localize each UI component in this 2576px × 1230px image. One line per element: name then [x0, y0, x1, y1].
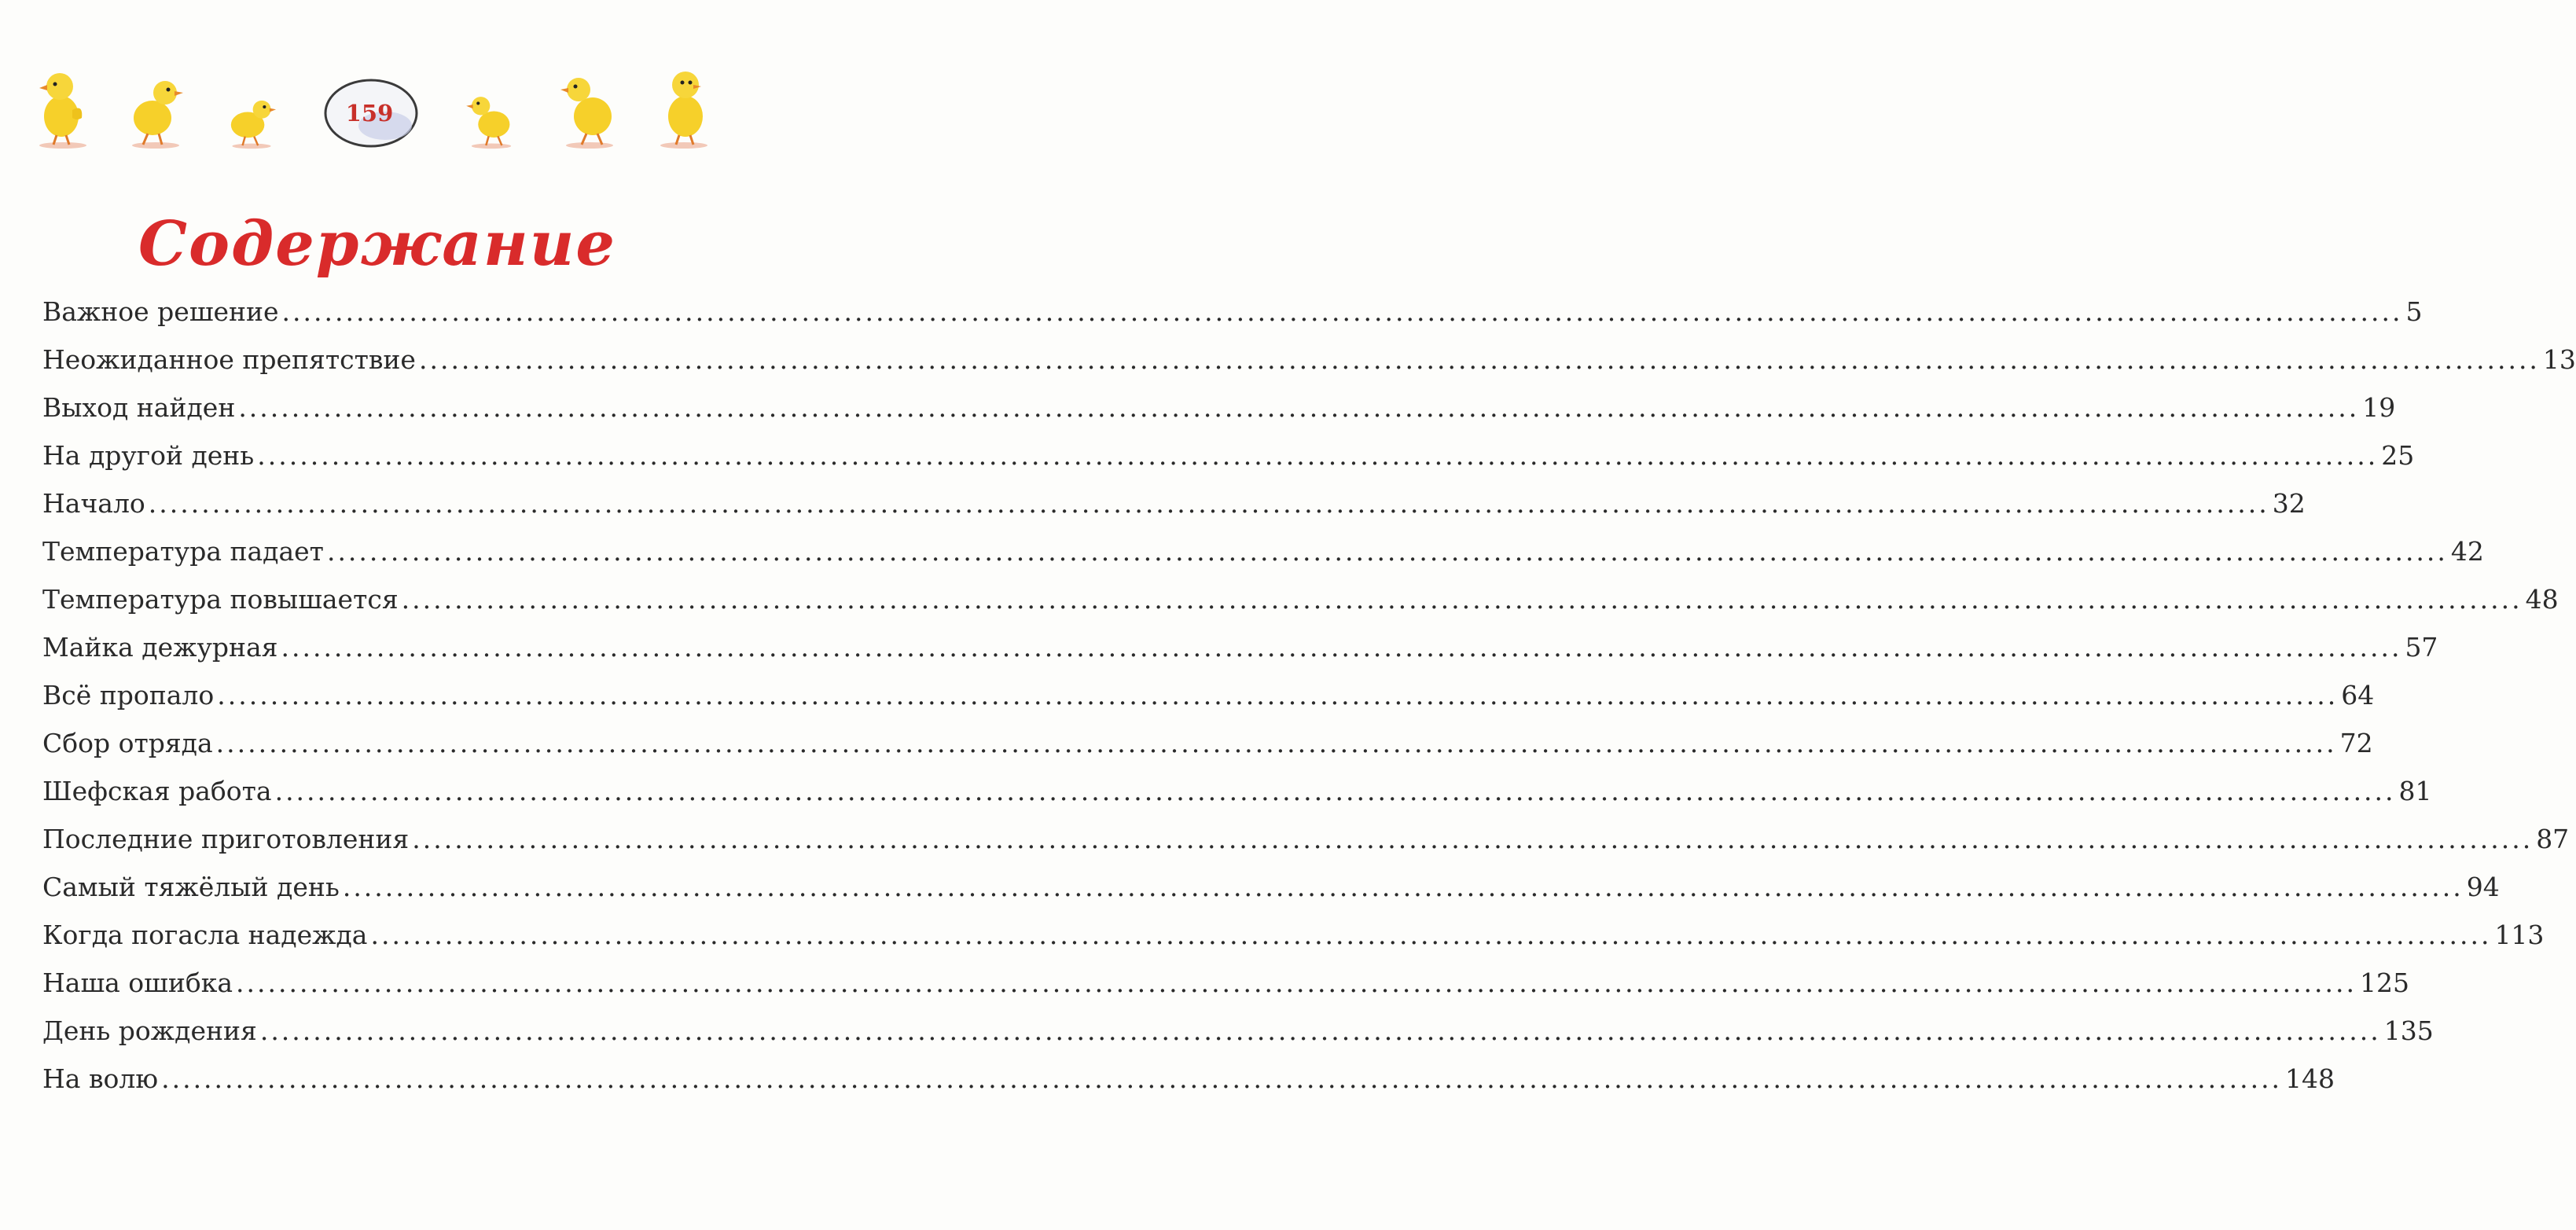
toc-entry-page: 42 — [2450, 536, 2484, 567]
toc-entry — [42, 767, 2432, 815]
toc-entry — [42, 384, 2396, 431]
toc-entry-title: На другой день — [42, 440, 255, 471]
toc-entry-page: 125 — [2359, 967, 2409, 998]
page-number: 159 — [345, 100, 394, 127]
toc-entry-page: 5 — [2405, 296, 2423, 327]
toc-entry-page: 94 — [2466, 872, 2500, 902]
toc-leader-dots: ........................................................................................................................................................................................................ — [161, 1063, 2283, 1094]
toc-entry-title: День рождения — [42, 1015, 257, 1046]
toc-entry-page: 148 — [2285, 1063, 2335, 1094]
toc-entry-page: 32 — [2272, 488, 2306, 519]
toc-entry-title: Шефская работа — [42, 776, 272, 806]
toc-leader-dots: ........................................................................................................................................................................................................ — [412, 824, 2534, 854]
toc-entry — [42, 863, 2500, 911]
toc-entry — [42, 336, 2576, 384]
toc-entry-page: 64 — [2341, 680, 2375, 710]
chick-icon — [124, 63, 187, 149]
toc-leader-dots: ........................................................................................................................................................................................................ — [215, 728, 2337, 758]
toc-entry — [42, 815, 2570, 863]
toc-leader-dots: ........................................................................................................................................................................................................ — [326, 536, 2448, 567]
toc-entry-title: Всё пропало — [42, 680, 215, 710]
toc-entry-page: 113 — [2494, 920, 2545, 950]
toc-leader-dots: ........................................................................................................................................................................................................ — [274, 776, 2396, 806]
chick-icon — [460, 77, 523, 149]
toc-entry-page: 19 — [2362, 392, 2396, 423]
toc-leader-dots: ........................................................................................................................................................................................................ — [370, 920, 2492, 950]
toc-entry-page: 81 — [2398, 776, 2432, 806]
toc-leader-dots: ........................................................................................................................................................................................................ — [148, 488, 2269, 519]
chick-icon — [31, 63, 94, 149]
toc-leader-dots: ........................................................................................................................................................................................................ — [281, 296, 2403, 327]
toc-entry-page: 135 — [2383, 1015, 2434, 1046]
toc-entry — [42, 1007, 2434, 1055]
toc-leader-dots: ........................................................................................................................................................................................................ — [342, 872, 2464, 902]
toc-entry-title: Неожиданное препятствие — [42, 344, 416, 375]
toc-entry-title: На волю — [42, 1063, 159, 1094]
toc-entry — [42, 288, 2423, 336]
toc-entry-title: Начало — [42, 488, 145, 519]
chick-icon — [558, 63, 621, 149]
toc-entry-page: 72 — [2339, 728, 2373, 758]
toc-entry — [42, 719, 2373, 767]
chick-icon — [220, 79, 283, 149]
toc-leader-dots: ........................................................................................................................................................................................................ — [401, 584, 2523, 615]
toc-entry-title: Последние приготовления — [42, 824, 410, 854]
toc-entry-title: Сбор отряда — [42, 728, 213, 758]
toc-entry-title: Температура падает — [42, 536, 324, 567]
toc-leader-dots: ........................................................................................................................................................................................................ — [217, 680, 2339, 710]
toc-entry — [42, 431, 2415, 479]
toc-entry — [42, 527, 2484, 575]
page-header — [24, 63, 715, 157]
page-title: Содержание — [138, 208, 617, 280]
toc-leader-dots: ........................................................................................................................................................................................................ — [257, 440, 2379, 471]
toc-entry-page: 57 — [2405, 632, 2438, 663]
toc-entry — [42, 623, 2438, 671]
toc-entry-page: 87 — [2536, 824, 2570, 854]
toc-entry — [42, 911, 2545, 959]
toc-entry-page: 25 — [2381, 440, 2415, 471]
toc-entry-title: Когда погасла надежда — [42, 920, 368, 950]
toc-entry — [42, 479, 2306, 527]
toc-entry-page: 13 — [2542, 344, 2576, 375]
toc-leader-dots: ........................................................................................................................................................................................................ — [281, 632, 2402, 663]
toc-leader-dots: ........................................................................................................................................................................................................ — [418, 344, 2540, 375]
toc-entry-title: Важное решение — [42, 296, 279, 327]
toc-entry-page: 48 — [2525, 584, 2559, 615]
toc-entry — [42, 575, 2559, 623]
toc-leader-dots: ........................................................................................................................................................................................................ — [259, 1015, 2381, 1046]
toc-entry-title: Температура повышается — [42, 584, 399, 615]
egg-icon — [322, 77, 428, 149]
toc-entry-title: Выход найден — [42, 392, 236, 423]
toc-entry-title: Наша ошибка — [42, 967, 233, 998]
toc-entry — [42, 1055, 2335, 1103]
toc-entry-title: Самый тяжёлый день — [42, 872, 340, 902]
toc-entry — [42, 959, 2409, 1007]
toc-entry-title: Майка дежурная — [42, 632, 278, 663]
toc-entry — [42, 671, 2375, 719]
toc-leader-dots: ........................................................................................................................................................................................................ — [236, 967, 2357, 998]
chick-icon — [652, 63, 715, 149]
table-of-contents — [42, 288, 2576, 1103]
toc-leader-dots: ........................................................................................................................................................................................................ — [238, 392, 2360, 423]
